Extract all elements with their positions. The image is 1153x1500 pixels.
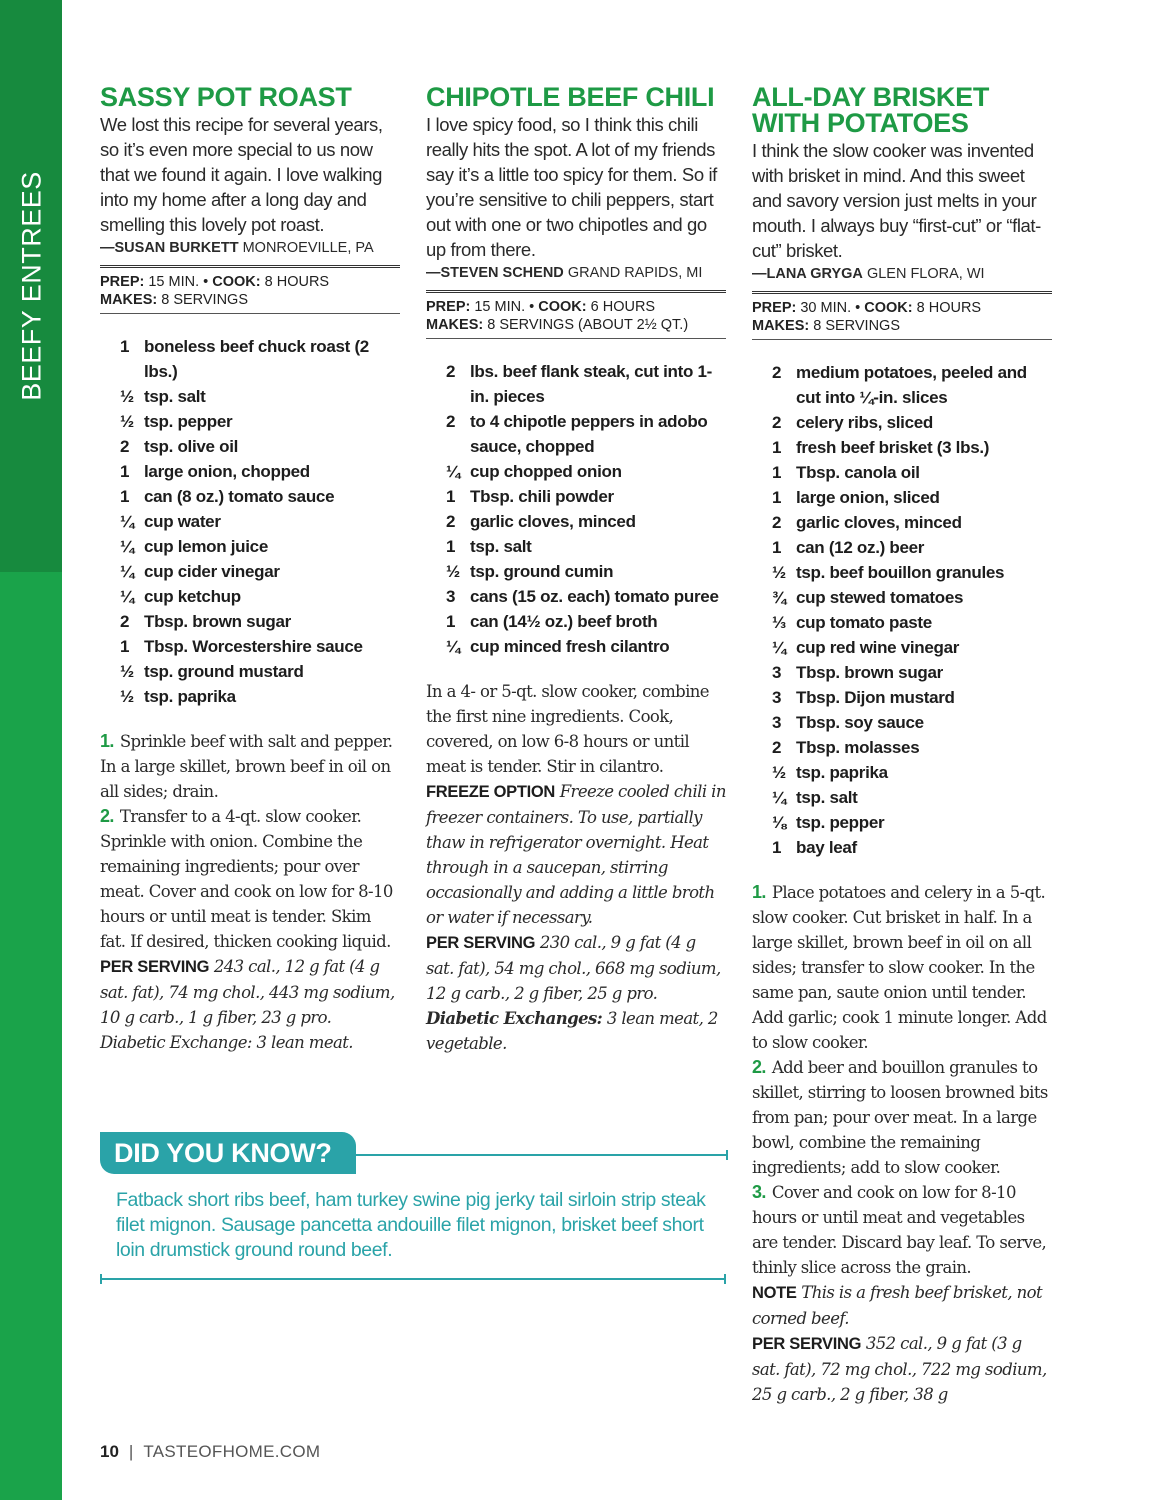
ingredient-list	[120, 334, 400, 709]
ingredient-quantity: 1	[772, 463, 782, 482]
ingredient-text: cup tomato paste	[796, 613, 932, 632]
ingredient-text: garlic cloves, minced	[470, 512, 636, 531]
ingredient-item	[446, 484, 726, 509]
ingredient-quantity: 3	[772, 663, 782, 682]
ingredient-text: cup red wine vinegar	[796, 638, 960, 657]
ingredient-text: cup stewed tomatoes	[796, 588, 964, 607]
ingredient-quantity: ½	[772, 563, 786, 582]
ingredient-text: cup cider vinegar	[144, 562, 280, 581]
note-label: NOTE	[752, 1284, 797, 1302]
recipe-title-line: SASSY POT ROAST	[100, 82, 352, 112]
ingredient-quantity: 1	[120, 337, 130, 356]
cook-time: 8 HOURS	[916, 300, 982, 316]
ingredient-item	[772, 485, 1052, 510]
cook-label: COOK:	[864, 300, 913, 316]
ingredient-quantity: 3	[446, 587, 456, 606]
per-serving	[100, 954, 400, 1055]
ingredient-text: garlic cloves, minced	[796, 513, 962, 532]
ingredient-item	[120, 434, 400, 459]
makes-label: MAKES:	[100, 292, 158, 308]
cook-label: COOK:	[212, 274, 261, 290]
ingredient-item	[446, 559, 726, 584]
ingredient-quantity: 1	[446, 612, 456, 631]
did-you-know-text: Fatback short ribs beef, ham turkey swine pig jerky tail sirloin strip steak filet mignon. Sausage pancetta andouille filet mignon, brisket beef short loin drumstick ground round beef.	[116, 1189, 706, 1261]
ingredient-text: boneless beef chuck roast (2 lbs.)	[144, 337, 369, 381]
direction-step	[752, 880, 1052, 1055]
exchange-label: Diabetic Exchanges:	[426, 1009, 603, 1028]
direction-step	[100, 729, 400, 804]
ingredient-item	[120, 459, 400, 484]
ingredient-item	[772, 360, 1052, 410]
ingredient-text: tsp. paprika	[796, 763, 888, 782]
step-number: 2.	[752, 1057, 766, 1077]
ingredient-quantity: 1	[446, 537, 456, 556]
ingredient-item	[446, 509, 726, 534]
prep-time: 15 MIN.	[148, 274, 200, 290]
ingredient-text: can (8 oz.) tomato sauce	[144, 487, 335, 506]
ingredient-text: large onion, sliced	[796, 488, 940, 507]
ingredient-quantity: ¼	[772, 788, 786, 807]
recipe-intro: I think the slow cooker was invented with brisket in mind. And this sweet and savory version just melts in your mouth. I always buy “first-cut” or “flat-cut” brisket.	[752, 140, 1041, 261]
recipe-title	[100, 80, 400, 110]
nutrition-text: 230 cal., 9 g fat (4 g sat. fat), 54 mg chol., 668 mg sodium, 12 g carb., 2 g fiber, 25 g pro.	[426, 933, 721, 1003]
ingredient-quantity: 2	[446, 512, 456, 531]
directions: In a 4- or 5-qt. slow cooker, combine the first nine ingredients. Cook, covered, on low 6-8 hours or until meat is tender. Stir in cilantro.	[426, 682, 709, 776]
ingredient-quantity: ½	[120, 687, 134, 706]
freeze-text: Freeze cooled chili in freezer containers. To use, partially thaw in refrigerator overnight. Heat through in a saucepan, stirring occasionally and adding a little broth or water if necessary.	[426, 782, 726, 927]
ingredient-item	[772, 660, 1052, 685]
ingredient-text: tsp. ground cumin	[470, 562, 614, 581]
step-number: 3.	[752, 1182, 766, 1202]
per-serving-label: PER SERVING	[100, 958, 210, 976]
prep-time: 15 MIN.	[474, 299, 526, 315]
ingredient-quantity: ¼	[446, 637, 460, 656]
ingredient-text: tsp. pepper	[796, 813, 885, 832]
ingredient-quantity: ⅓	[772, 613, 786, 632]
ingredient-item	[120, 484, 400, 509]
author-location: GLEN FLORA, WI	[866, 266, 985, 282]
ingredient-text: cup minced fresh cilantro	[470, 637, 670, 656]
ingredient-text: Tbsp. molasses	[796, 738, 920, 757]
per-serving	[752, 1331, 1052, 1407]
ingredient-text: tsp. salt	[470, 537, 532, 556]
recipe-note	[752, 1280, 1052, 1331]
nutrition-text: 243 cal., 12 g fat (4 g sat. fat), 74 mg chol., 443 mg sodium, 10 g carb., 1 g fiber, 23 g pro. Diabetic Exchange: 3 lean meat.	[100, 957, 395, 1052]
makes-label: MAKES:	[752, 318, 810, 334]
ingredient-item	[120, 334, 400, 384]
recipe-byline	[752, 263, 1052, 285]
ingredient-quantity: 2	[772, 413, 782, 432]
recipe-info: PREP: 15 MIN. • COOK: 8 HOURS MAKES: 8 SERVINGS	[100, 265, 400, 314]
ingredient-text: tsp. salt	[796, 788, 858, 807]
prep-label: PREP:	[426, 299, 471, 315]
cook-label: COOK:	[538, 299, 587, 315]
author-location: GRAND RAPIDS, MI	[567, 265, 703, 281]
ingredient-item	[772, 760, 1052, 785]
ingredient-text: Tbsp. brown sugar	[796, 663, 943, 682]
freeze-option	[426, 779, 726, 930]
ingredient-list	[772, 360, 1052, 860]
ingredient-quantity: ¼	[772, 638, 786, 657]
nutrition-text: 352 cal., 9 g fat (3 g sat. fat), 72 mg chol., 722 mg sodium, 25 g carb., 2 g fiber, 38 g	[752, 1334, 1047, 1404]
ingredient-item	[772, 510, 1052, 535]
ingredient-text: cup water	[144, 512, 221, 531]
per-serving-label: PER SERVING	[426, 934, 536, 952]
ingredient-quantity: ½	[772, 763, 786, 782]
ingredient-quantity: ¼	[446, 462, 460, 481]
ingredient-text: to 4 chipotle peppers in adobo sauce, chopped	[470, 412, 708, 456]
recipe-info: PREP: 15 MIN. • COOK: 6 HOURS MAKES: 8 SERVINGS (ABOUT 2½ QT.)	[426, 290, 726, 339]
ingredient-text: tsp. pepper	[144, 412, 233, 431]
ingredient-item	[772, 710, 1052, 735]
page-footer	[100, 1440, 320, 1464]
per-serving-label: PER SERVING	[752, 1335, 862, 1353]
ingredient-item	[772, 560, 1052, 585]
ingredient-quantity: ½	[446, 562, 460, 581]
ingredient-item	[120, 559, 400, 584]
section-label: BEEFY ENTREES	[16, 171, 47, 401]
ingredient-text: can (12 oz.) beer	[796, 538, 925, 557]
recipe-title	[426, 80, 726, 110]
step-text: Add beer and bouillon granules to skillet, stirring to loosen browned bits from pan; pour over meat. In a large bowl, combine the remaining ingredients; add to slow cooker.	[752, 1058, 1048, 1177]
ingredient-text: medium potatoes, peeled and cut into ¼-in. slices	[796, 363, 1027, 407]
ingredient-quantity: 1	[120, 462, 130, 481]
servings: 8 SERVINGS (ABOUT 2½ QT.)	[487, 317, 689, 333]
recipe-sassy-pot-roast	[100, 80, 400, 1055]
ingredient-list	[446, 359, 726, 659]
ingredient-text: fresh beef brisket (3 lbs.)	[796, 438, 990, 457]
ingredient-text: cup ketchup	[144, 587, 241, 606]
ingredient-item	[772, 810, 1052, 835]
ingredient-text: tsp. olive oil	[144, 437, 239, 456]
direction-step	[752, 1180, 1052, 1280]
ingredient-item	[772, 635, 1052, 660]
ingredient-text: cans (15 oz. each) tomato puree	[470, 587, 719, 606]
ingredient-item	[120, 634, 400, 659]
makes-label: MAKES:	[426, 317, 484, 333]
step-number: 2.	[100, 806, 114, 826]
cook-time: 8 HOURS	[264, 274, 330, 290]
ingredient-quantity: 2	[120, 437, 130, 456]
ingredient-item	[446, 609, 726, 634]
ingredient-text: Tbsp. chili powder	[470, 487, 614, 506]
ingredient-item	[772, 785, 1052, 810]
ingredient-item	[446, 634, 726, 659]
prep-label: PREP:	[100, 274, 145, 290]
ingredient-quantity: 2	[446, 362, 456, 381]
recipe-title-line: WITH POTATOES	[752, 108, 969, 138]
page-number: 10	[100, 1442, 119, 1461]
per-serving	[426, 930, 726, 1056]
ingredient-quantity: 1	[772, 838, 782, 857]
did-you-know-bottom-rule	[100, 1278, 726, 1280]
prep-label: PREP:	[752, 300, 797, 316]
ingredient-item	[446, 534, 726, 559]
step-text: Place potatoes and celery in a 5-qt. slow cooker. Cut brisket in half. In a large skillet, brown beef in oil on all sides; transfer to slow cooker. In the same pan, saute onion until tender. Add garlic; cook 1 minute longer. Add to slow cooker.	[752, 883, 1047, 1052]
recipe-info: PREP: 30 MIN. • COOK: 8 HOURS MAKES: 8 SERVINGS	[752, 291, 1052, 340]
ingredient-text: bay leaf	[796, 838, 857, 857]
ingredient-item	[772, 610, 1052, 635]
ingredient-item	[772, 435, 1052, 460]
ingredient-item	[446, 409, 726, 459]
ingredient-text: tsp. paprika	[144, 687, 236, 706]
direction-step	[100, 804, 400, 954]
step-text: Transfer to a 4-qt. slow cooker. Sprinkle with onion. Combine the remaining ingredients; pour over meat. Cover and cook on low for 8-10 hours or until meat is tender. Skim fat. If desired, thicken cooking liquid.	[100, 807, 393, 951]
ingredient-item	[772, 535, 1052, 560]
recipe-title-line: ALL-DAY BRISKET	[752, 82, 990, 112]
ingredient-quantity: 1	[120, 637, 130, 656]
did-you-know-heading: DID YOU KNOW?	[100, 1132, 356, 1174]
recipe-title-line: CHIPOTLE BEEF CHILI	[426, 82, 715, 112]
servings: 8 SERVINGS	[813, 318, 901, 334]
ingredient-text: Tbsp. Dijon mustard	[796, 688, 955, 707]
ingredient-text: tsp. salt	[144, 387, 206, 406]
ingredient-quantity: 3	[772, 713, 782, 732]
ingredient-text: celery ribs, sliced	[796, 413, 933, 432]
ingredient-item	[120, 509, 400, 534]
recipe-byline	[100, 237, 400, 259]
site-link[interactable]: TASTEOFHOME.COM	[143, 1442, 321, 1461]
step-text: Sprinkle beef with salt and pepper. In a large skillet, brown beef in oil on all sides; drain.	[100, 732, 393, 801]
recipe-title	[752, 80, 1052, 136]
ingredient-text: Tbsp. brown sugar	[144, 612, 291, 631]
step-number: 1.	[100, 731, 114, 751]
ingredient-item	[772, 410, 1052, 435]
ingredient-item	[120, 384, 400, 409]
ingredient-item	[120, 409, 400, 434]
step-text: Cover and cook on low for 8-10 hours or until meat and vegetables are tender. Discard bay leaf. To serve, thinly slice across the grain.	[752, 1183, 1047, 1277]
exchange-text: 3 lean meat, 2 vegetable.	[426, 1009, 718, 1053]
recipe-all-day-brisket	[752, 80, 1052, 1407]
ingredient-text: can (14½ oz.) beef broth	[470, 612, 658, 631]
cook-time: 6 HOURS	[590, 299, 656, 315]
ingredient-quantity: ¼	[120, 587, 134, 606]
author-name: —SUSAN BURKETT	[100, 240, 239, 256]
ingredient-quantity: 2	[120, 612, 130, 631]
ingredient-item	[120, 609, 400, 634]
recipe-byline	[426, 262, 726, 284]
ingredient-item	[120, 584, 400, 609]
ingredient-quantity: 2	[772, 513, 782, 532]
ingredient-quantity: ½	[120, 662, 134, 681]
footer-separator: |	[128, 1442, 134, 1461]
ingredient-item	[120, 684, 400, 709]
author-name: —STEVEN SCHEND	[426, 265, 564, 281]
freeze-label: FREEZE OPTION	[426, 783, 556, 801]
author-location: MONROEVILLE, PA	[242, 240, 374, 256]
ingredient-text: Tbsp. canola oil	[796, 463, 920, 482]
ingredient-quantity: ¼	[120, 512, 134, 531]
recipe-intro: I love spicy food, so I think this chili really hits the spot. A lot of my friends say it’s a little too spicy for them. So if you’re sensitive to chili peppers, start out with one or two chipotles and go up from there.	[426, 114, 717, 260]
recipe-chipotle-beef-chili	[426, 80, 726, 1056]
ingredient-quantity: 2	[772, 363, 782, 382]
ingredient-quantity: ½	[120, 387, 134, 406]
sidebar-band-light	[0, 572, 62, 1500]
note-text: This is a fresh beef brisket, not corned beef.	[752, 1283, 1043, 1328]
ingredient-item	[772, 585, 1052, 610]
ingredient-item	[772, 735, 1052, 760]
ingredient-item	[446, 459, 726, 484]
ingredient-item	[120, 659, 400, 684]
prep-time: 30 MIN.	[800, 300, 852, 316]
ingredient-text: tsp. beef bouillon granules	[796, 563, 1005, 582]
ingredient-quantity: 1	[772, 488, 782, 507]
servings: 8 SERVINGS	[161, 292, 249, 308]
ingredient-quantity: ½	[120, 412, 134, 431]
ingredient-item	[772, 460, 1052, 485]
ingredient-text: Tbsp. Worcestershire sauce	[144, 637, 363, 656]
ingredient-quantity: ¼	[120, 537, 134, 556]
ingredient-quantity: ¾	[772, 588, 786, 607]
ingredient-quantity: ¼	[120, 562, 134, 581]
ingredient-item	[446, 584, 726, 609]
ingredient-item	[772, 685, 1052, 710]
ingredient-text: Tbsp. soy sauce	[796, 713, 924, 732]
direction-step	[752, 1055, 1052, 1180]
step-number: 1.	[752, 882, 766, 902]
ingredient-text: cup chopped onion	[470, 462, 622, 481]
ingredient-quantity: 2	[446, 412, 456, 431]
ingredient-quantity: 3	[772, 688, 782, 707]
ingredient-text: lbs. beef flank steak, cut into 1-in. pieces	[470, 362, 713, 406]
author-name: —LANA GRYGA	[752, 266, 863, 282]
ingredient-quantity: 1	[446, 487, 456, 506]
ingredient-quantity: 1	[120, 487, 130, 506]
ingredient-quantity: 1	[772, 538, 782, 557]
ingredient-quantity: 2	[772, 738, 782, 757]
recipe-intro: We lost this recipe for several years, so it’s even more special to us now that we found it again. I love walking into my home after a long day and smelling this lovely pot roast.	[100, 114, 383, 235]
ingredient-text: tsp. ground mustard	[144, 662, 304, 681]
ingredient-item	[772, 835, 1052, 860]
ingredient-quantity: ⅛	[772, 813, 786, 832]
ingredient-quantity: 1	[772, 438, 782, 457]
ingredient-item	[446, 359, 726, 409]
ingredient-text: cup lemon juice	[144, 537, 268, 556]
ingredient-text: large onion, chopped	[144, 462, 310, 481]
ingredient-item	[120, 534, 400, 559]
